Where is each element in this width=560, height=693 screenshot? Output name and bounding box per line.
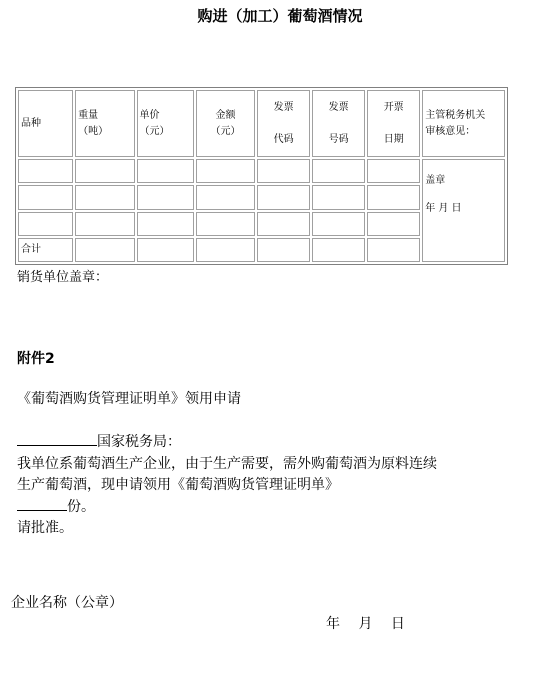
bureau-blank[interactable]: [17, 431, 97, 446]
header-invoice-code: 发票 代码: [257, 90, 310, 157]
approval-request: 请批准。: [17, 520, 73, 536]
table-cell[interactable]: [367, 159, 420, 183]
table-cell[interactable]: [137, 238, 194, 262]
tax-opinion-cell: [422, 159, 505, 262]
copies-line: [17, 496, 95, 516]
table-cell[interactable]: [18, 185, 73, 209]
header-unit-price: 单价 （元）: [137, 90, 194, 157]
seller-seal-label: 销货单位盖章：: [17, 270, 109, 285]
header-invoice-number: 发票 号码: [312, 90, 365, 157]
application-title: 《葡萄酒购货管理证明单》领用申请: [17, 391, 241, 407]
attachment-label: 附件2: [17, 351, 55, 367]
table-cell[interactable]: [257, 238, 310, 262]
header-tax-opinion: 主管税务机关 审核意见：: [422, 90, 505, 157]
table-cell[interactable]: [367, 238, 420, 262]
opinion-date: 年 月 日: [425, 203, 462, 215]
bureau-line: [17, 431, 181, 451]
body-line-2: 生产葡萄酒，现申请领用《葡萄酒购货管理证明单》: [17, 477, 339, 493]
table-cell[interactable]: [75, 238, 134, 262]
table-cell[interactable]: [312, 185, 365, 209]
table-cell[interactable]: [257, 159, 310, 183]
header-amount: 金额 （元）: [196, 90, 255, 157]
table-cell[interactable]: [196, 185, 255, 209]
body-line-1: 我单位系葡萄酒生产企业，由于生产需要，需外购葡萄酒为原料连续: [17, 456, 437, 472]
opinion-seal: 盖章: [425, 175, 446, 187]
copies-suffix: 份。: [67, 499, 95, 515]
table-cell[interactable]: [75, 159, 134, 183]
table-cell[interactable]: [312, 238, 365, 262]
table-cell[interactable]: [196, 238, 255, 262]
table-cell[interactable]: [137, 212, 194, 236]
header-weight: 重量 （吨）: [75, 90, 134, 157]
company-name-label: 企业名称（公章）: [11, 595, 123, 611]
table-cell[interactable]: [196, 159, 255, 183]
bureau-suffix: 国家税务局：: [97, 434, 181, 450]
header-variety: 品种: [18, 90, 73, 157]
table-row: [18, 159, 505, 183]
table-cell[interactable]: [18, 159, 73, 183]
table-cell[interactable]: [196, 212, 255, 236]
table-cell[interactable]: [367, 212, 420, 236]
table-cell[interactable]: [137, 159, 194, 183]
table-cell[interactable]: [367, 185, 420, 209]
purchase-table: [15, 87, 508, 265]
table-cell[interactable]: [257, 212, 310, 236]
header-issue-date: 开票 日期: [367, 90, 420, 157]
copies-blank[interactable]: [17, 496, 67, 511]
table-cell[interactable]: [75, 212, 134, 236]
table-cell[interactable]: [75, 185, 134, 209]
table-cell[interactable]: [18, 212, 73, 236]
date-line: 年 月 日: [326, 616, 405, 632]
table-cell[interactable]: [312, 212, 365, 236]
table-cell[interactable]: [257, 185, 310, 209]
table-cell[interactable]: [312, 159, 365, 183]
table-cell[interactable]: [137, 185, 194, 209]
page-title: 购进（加工）葡萄酒情况: [197, 7, 363, 25]
total-label: 合计: [18, 238, 73, 262]
